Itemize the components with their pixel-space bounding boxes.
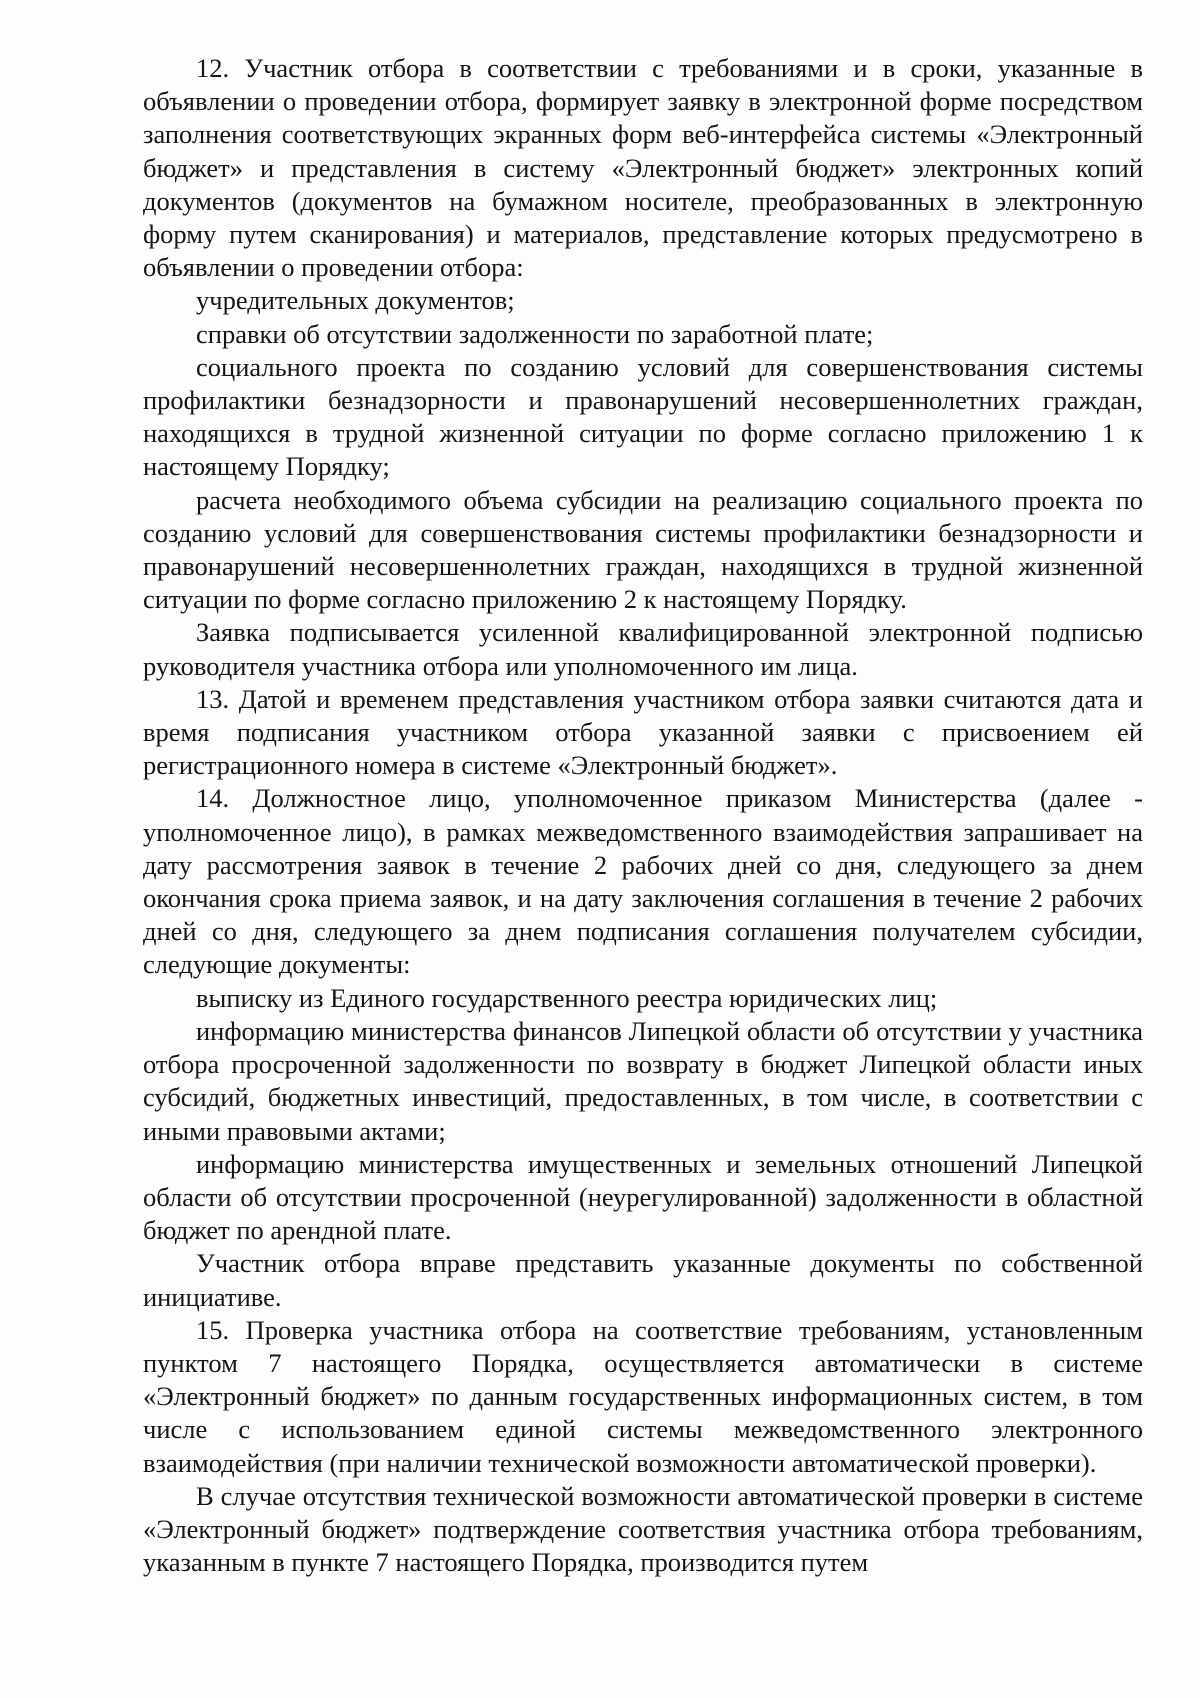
paragraph-14-authorized-person: 14. Должностное лицо, уполномоченное приказом Министерства (далее - уполномоченное лицо), в рамках межведомственного взаимодействия запрашивает на дату рассмотрения заявок в течение 2 рабочих дней со дня, следующего за днем окончания срока приема заявок, и на дату заключения соглашения в течение 2 рабочих дней со дня, следующего за днем подписания соглашения получателем субсидии, следующие документы: [143, 783, 1143, 980]
paragraph-signature-requirement: Заявка подписывается усиленной квалифицированной электронной подписью руководителя участника отбора или уполномоченного им лица. [143, 617, 1143, 681]
paragraph-own-initiative: Участник отбора вправе представить указанные документы по собственной инициативе. [143, 1248, 1143, 1312]
list-item-property-ministry-info: информацию министерства имущественных и земельных отношений Липецкой области об отсутствии просроченной (неурегулированной) задолженности в областной бюджет по арендной плате. [143, 1148, 1143, 1246]
list-item-founding-documents: учредительных документов; [196, 285, 515, 316]
document-body [143, 52, 1143, 1579]
list-item-finance-ministry-info: информацию министерства финансов Липецкой области об отсутствии у участника отбора просроченной задолженности по возврату в бюджет Липецкой области иных субсидий, бюджетных инвестиций, предоставленных, в том числе, в соответствии с иными правовыми актами; [143, 1015, 1143, 1146]
paragraph-no-technical-possibility: В случае отсутствия технической возможности автоматической проверки в системе «Электронный бюджет» подтверждение соответствия участника отбора требованиям, указанным в пункте 7 настоящего Порядка, производится путем [143, 1480, 1143, 1578]
paragraph-12-application-form: 12. Участник отбора в соответствии с требованиями и в сроки, указанные в объявлении о проведении отбора, формирует заявку в электронной форме посредством заполнения соответствующих экранных форм веб-интерфейса системы «Электронный бюджет» и представления в систему «Электронный бюджет» электронных копий документов (документов на бумажном носителе, преобразованных в электронную форму путем сканирования) и материалов, представление которых предусмотрено в объявлении о проведении отбора: [143, 53, 1143, 283]
list-item-subsidy-calculation: расчета необходимого объема субсидии на реализацию социального проекта по созданию условий для совершенствования системы профилактики безнадзорности и правонарушений несовершеннолетних граждан, находящихся в трудной жизненной ситуации по форме согласно приложению 2 к настоящему Порядку. [143, 484, 1143, 615]
list-item-registry-extract: выписку из Единого государственного реестра юридических лиц; [196, 982, 938, 1013]
paragraph-13-submission-date: 13. Датой и временем представления участником отбора заявки считаются дата и время подписания участником отбора указанной заявки с присвоением ей регистрационного номера в системе «Электронный бюджет». [143, 683, 1143, 781]
paragraph-15-automatic-check: 15. Проверка участника отбора на соответствие требованиям, установленным пунктом 7 настоящего Порядка, осуществляется автоматически в системе «Электронный бюджет» по данным государственных информационных систем, в том числе с использованием единой системы межведомственного электронного взаимодействия (при наличии технической возможности автоматической проверки). [143, 1314, 1143, 1478]
list-item-salary-debt-certificate: справки об отсутствии задолженности по заработной плате; [196, 318, 874, 349]
list-item-social-project: социального проекта по созданию условий для совершенствования системы профилактики безнадзорности и правонарушений несовершеннолетних граждан, находящихся в трудной жизненной ситуации по форме согласно приложению 1 к настоящему Порядку; [143, 351, 1143, 482]
